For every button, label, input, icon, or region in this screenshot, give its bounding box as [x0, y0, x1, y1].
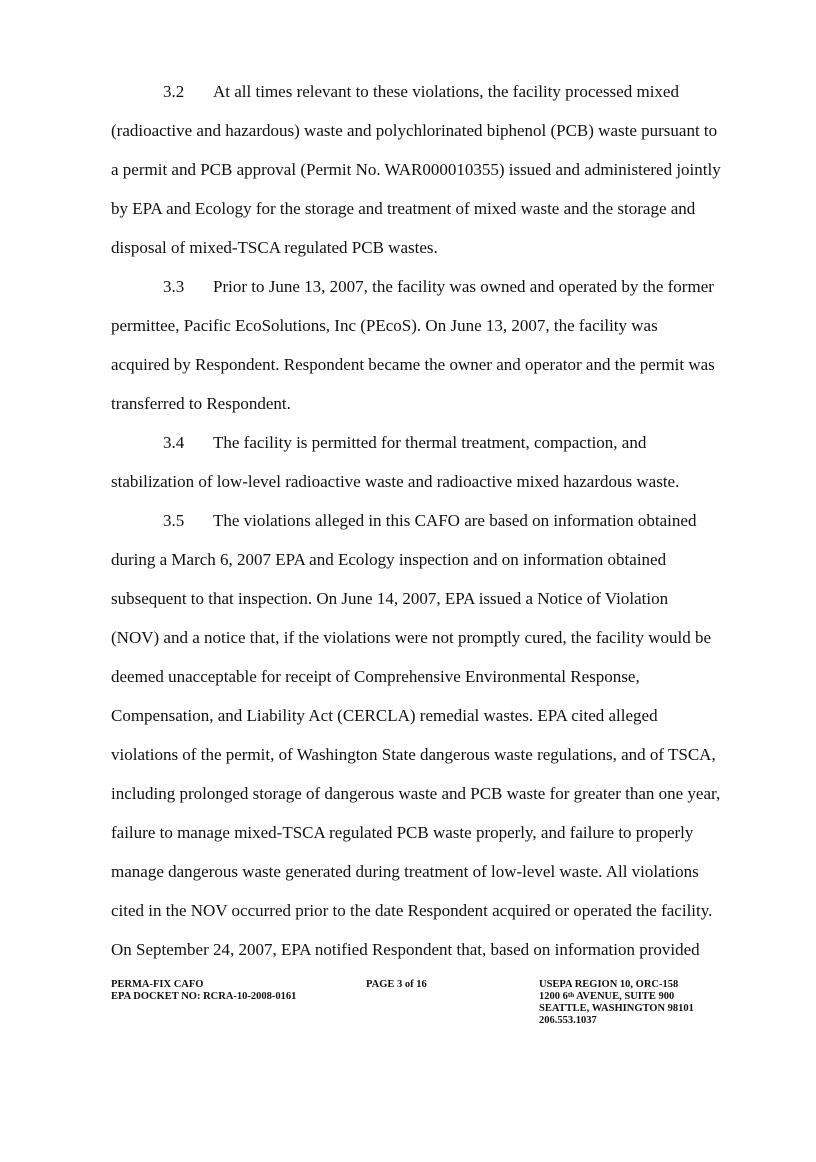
paragraph-line: (radioactive and hazardous) waste and polychlorinated biphenol (PCB) waste pursuant to — [111, 121, 718, 140]
paragraph-line: during a March 6, 2007 EPA and Ecology inspection and on information obtained — [111, 550, 667, 569]
paragraph-line: (NOV) and a notice that, if the violations were not promptly cured, the facility would be — [111, 628, 712, 647]
paragraph-line: cited in the NOV occurred prior to the date Respondent acquired or operated the facility. — [111, 901, 713, 920]
paragraph-line: transferred to Respondent. — [111, 394, 291, 413]
paragraph-number: 3.3 — [163, 277, 185, 296]
paragraph-line: disposal of mixed-TSCA regulated PCB wastes. — [111, 238, 438, 257]
paragraph-line: by EPA and Ecology for the storage and treatment of mixed waste and the storage and — [111, 199, 696, 218]
address-street: AVENUE, SUITE 900 — [574, 991, 675, 1002]
footer-address — [539, 979, 694, 1027]
footer-address-line2 — [539, 991, 694, 1003]
paragraph-number: 3.4 — [163, 433, 185, 452]
paragraph-line: manage dangerous waste generated during treatment of low-level waste. All violations — [111, 862, 699, 881]
footer-case-name: PERMA-FIX CAFO — [111, 979, 204, 990]
paragraph-line: The facility is permitted for thermal treatment, compaction, and — [213, 433, 647, 452]
footer-phone: 206.553.1037 — [539, 1015, 597, 1026]
footer-address-line3: SEATTLE, WASHINGTON 98101 — [539, 1003, 694, 1014]
paragraph-line: Compensation, and Liability Act (CERCLA) remedial wastes. EPA cited alleged — [111, 706, 658, 725]
paragraph-line: stabilization of low-level radioactive waste and radioactive mixed hazardous waste. — [111, 472, 680, 491]
ordinal-suffix: th — [567, 991, 575, 999]
address-number: 1200 6 — [539, 991, 568, 1002]
paragraph-line: subsequent to that inspection. On June 14, 2007, EPA issued a Notice of Violation — [111, 589, 669, 608]
paragraph-number: 3.2 — [163, 82, 185, 101]
paragraph-line: a permit and PCB approval (Permit No. WAR000010355) issued and administered jointly — [111, 160, 721, 179]
paragraph-number: 3.5 — [163, 511, 185, 530]
footer-page-number: PAGE 3 of 16 — [366, 979, 427, 990]
paragraph-line: At all times relevant to these violations, the facility processed mixed — [213, 82, 679, 101]
paragraph-line: The violations alleged in this CAFO are based on information obtained — [213, 511, 697, 530]
paragraph-line: Prior to June 13, 2007, the facility was owned and operated by the former — [213, 277, 714, 296]
paragraph-line: permittee, Pacific EcoSolutions, Inc (PEcoS). On June 13, 2007, the facility was — [111, 316, 658, 335]
footer-address-line1: USEPA REGION 10, ORC-158 — [539, 979, 679, 990]
paragraph-line: violations of the permit, of Washington State dangerous waste regulations, and of TSCA, — [111, 745, 716, 764]
paragraph-line: failure to manage mixed-TSCA regulated PCB waste properly, and failure to properly — [111, 823, 694, 842]
paragraph-line: including prolonged storage of dangerous waste and PCB waste for greater than one year, — [111, 784, 721, 803]
footer-case-info — [111, 979, 296, 1003]
footer-docket-number: EPA DOCKET NO: RCRA-10-2008-0161 — [111, 991, 297, 1002]
paragraph-line: On September 24, 2007, EPA notified Respondent that, based on information provided — [111, 940, 700, 959]
paragraph-line: deemed unacceptable for receipt of Comprehensive Environmental Response, — [111, 667, 640, 686]
paragraph-line: acquired by Respondent. Respondent became the owner and operator and the permit was — [111, 355, 715, 374]
